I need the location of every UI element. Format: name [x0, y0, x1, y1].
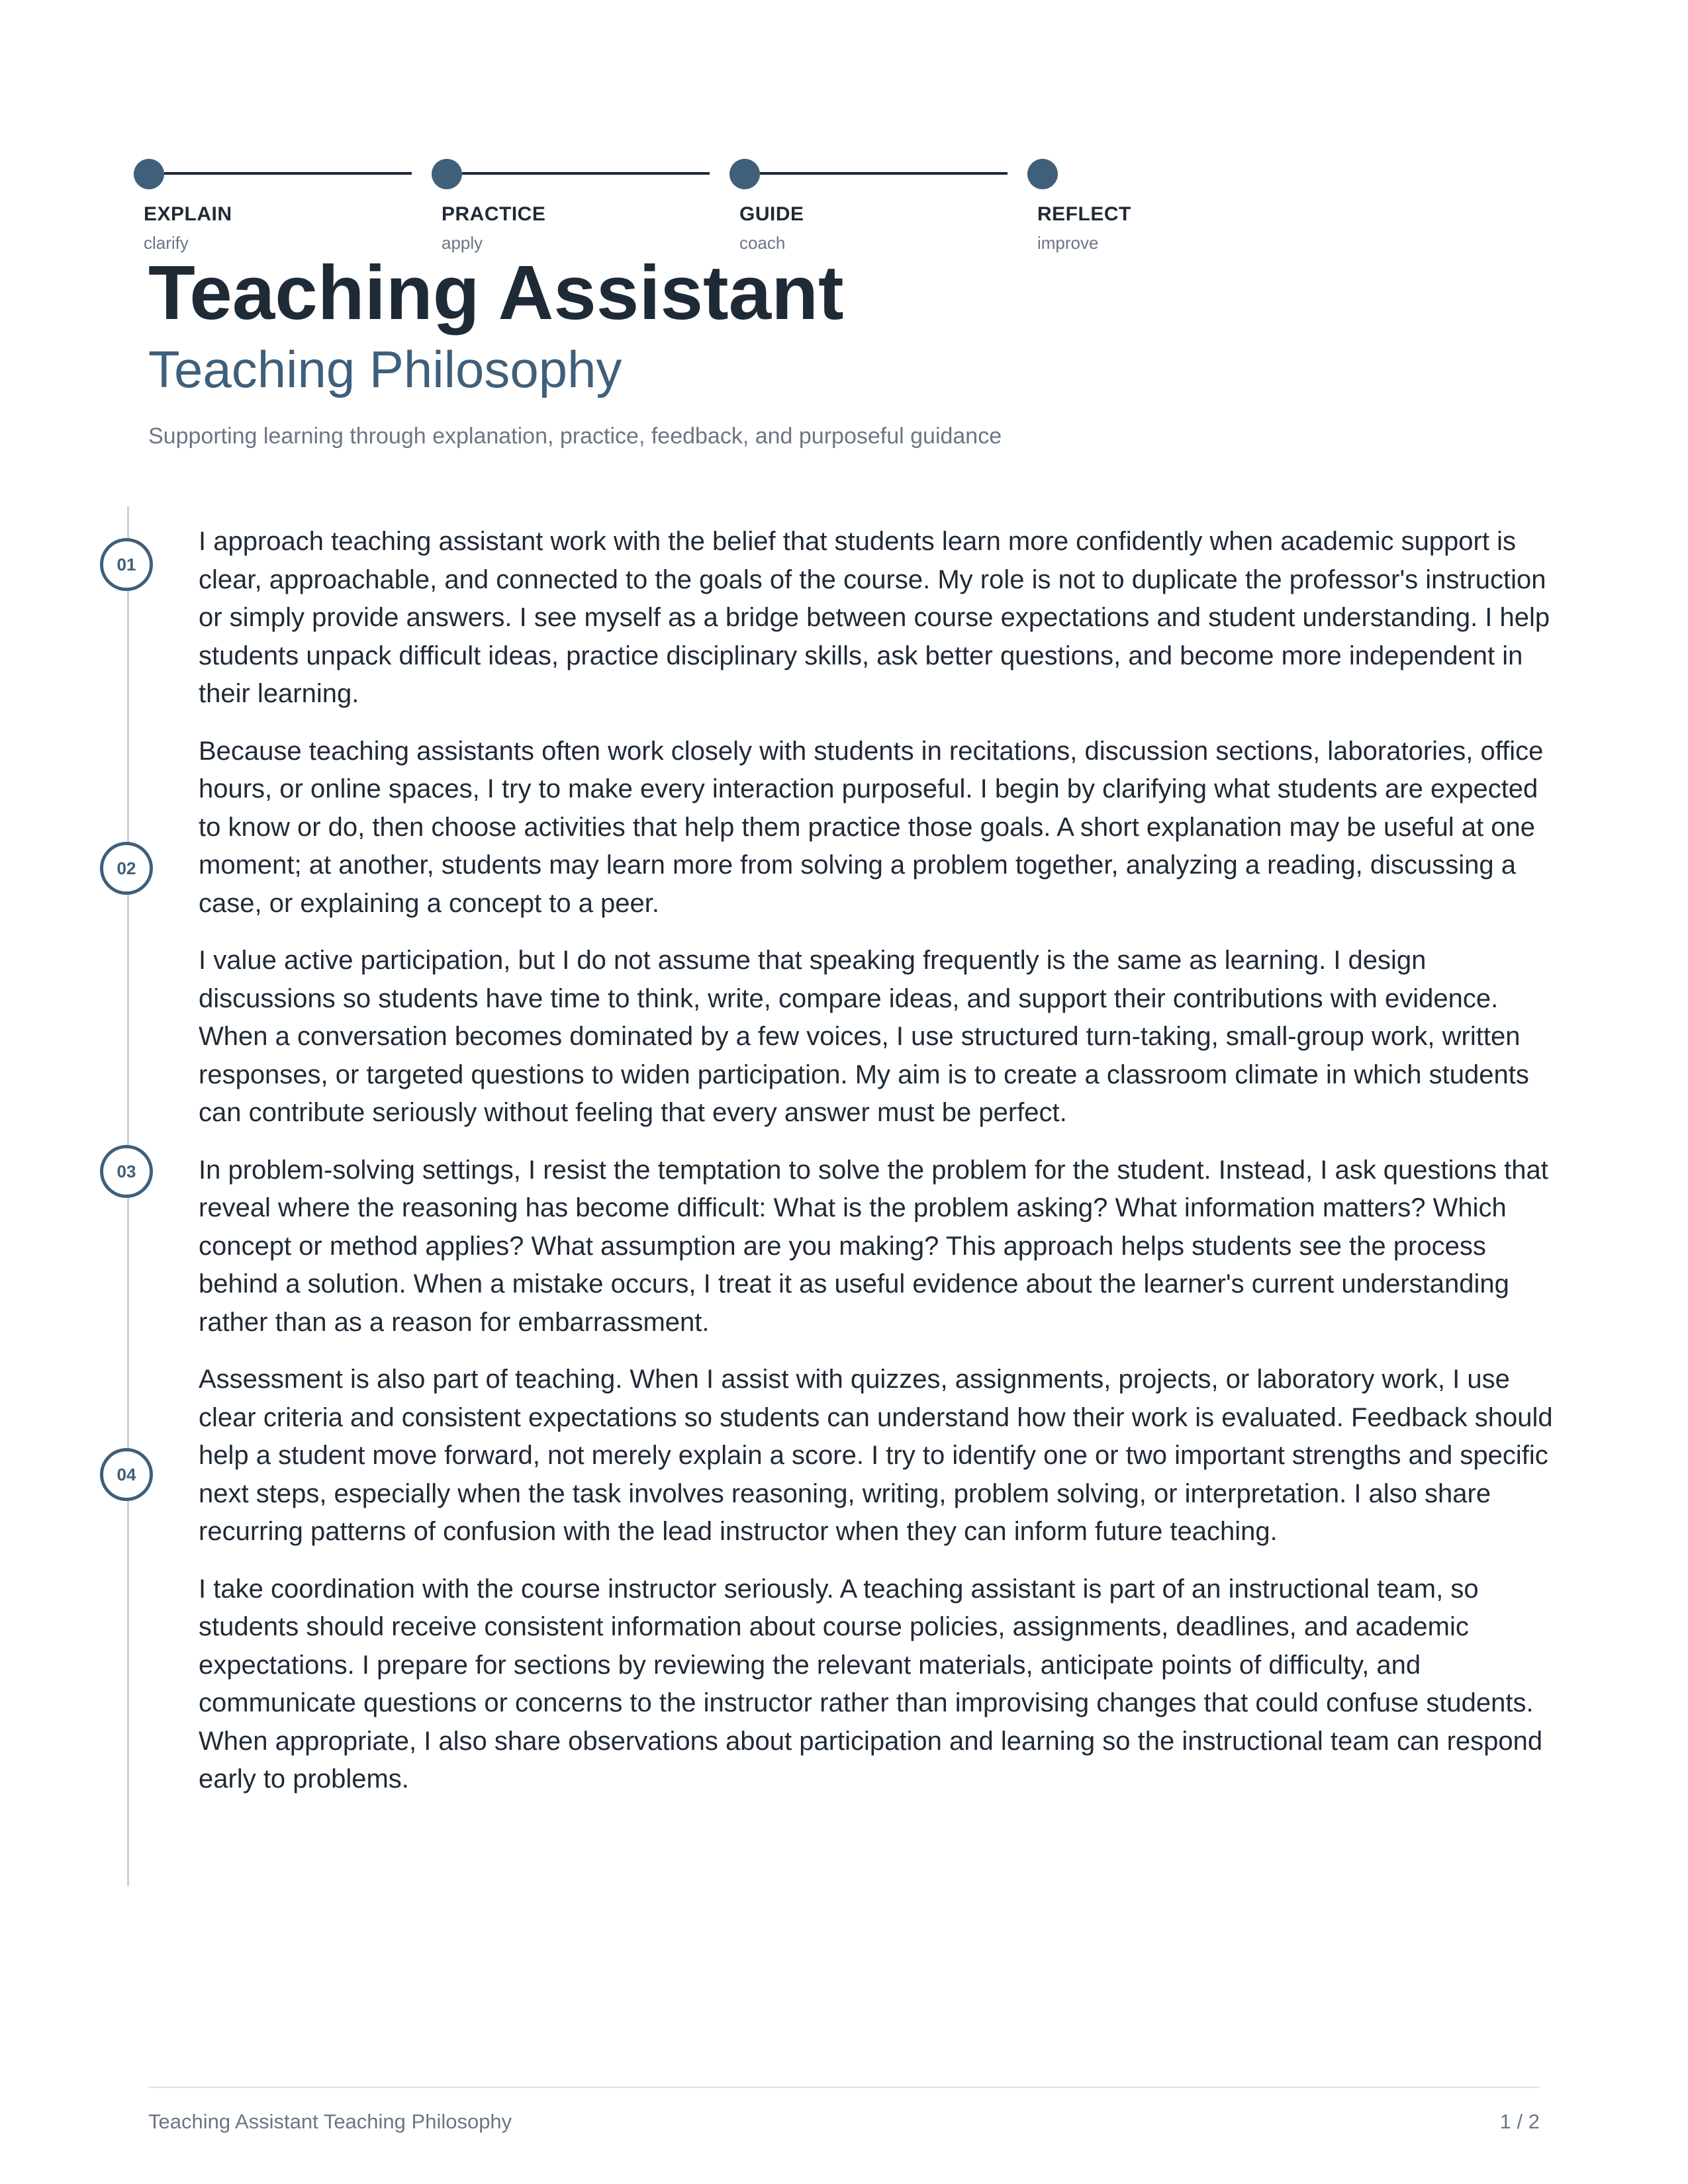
step-dot-reflect: [1027, 159, 1058, 189]
body-paragraph-1: I approach teaching assistant work with the belief that students learn more confidently when academic support is clear, approachable, and connected to the goals of the course. My role is not to duplicate the professor's instruction or simply provide answers. I see myself as a bridge between course expectations and student understanding. I help students unpack difficult ideas, practice disciplinary skills, ask better questions, and become more independent in their learning.: [199, 527, 1550, 708]
step-connector: [462, 172, 710, 175]
step-dot-explain: [134, 159, 164, 189]
process-stepper: [0, 0, 1688, 265]
body-text: [199, 523, 1556, 1818]
page-subtitle: Teaching Philosophy: [148, 340, 622, 398]
step-connector: [760, 172, 1008, 175]
footer-divider: [148, 2087, 1540, 2088]
step-dot-practice: [432, 159, 462, 189]
footer-document-title: Teaching Assistant Teaching Philosophy: [148, 2110, 512, 2133]
page-title: Teaching Assistant: [148, 250, 844, 336]
timeline-marker-01: 01: [100, 538, 153, 591]
body-paragraph-3: I value active participation, but I do not assume that speaking frequently is the same as learning. I design discussions so students have time to think, write, compare ideas, and support their contributions with evidence. When a conversation becomes dominated by a few voices, I use structured turn-taking, small-group work, written responses, or targeted questions to widen participation. My aim is to create a classroom climate in which students can contribute seriously without feeling that every answer must be perfect.: [199, 946, 1529, 1127]
timeline-marker-03: 03: [100, 1145, 153, 1198]
step-label-guide: GUIDE: [739, 203, 804, 225]
body-paragraph-5: Assessment is also part of teaching. When I assist with quizzes, assignments, projects, or laboratory work, I use clear criteria and consistent expectations so students can understand how their work is evaluated. Feedback should help a student move forward, not merely explain a score. I try to identify one or two important strengths and specific next steps, especially when the task involves reasoning, writing, problem solving, or interpretation. I also share recurring patterns of confusion with the lead instructor when they can inform future teaching.: [199, 1365, 1553, 1546]
step-sublabel-guide: coach: [739, 233, 786, 253]
body-paragraph-4: In problem-solving settings, I resist the temptation to solve the problem for the student. Instead, I ask questions that reveal where the reasoning has become difficult: What is the problem asking? What information matters? Which concept or method applies? What assumption are you making? This approach helps students see the process behind a solution. When a mistake occurs, I treat it as useful evidence about the learner's current understanding rather than as a reason for embarrassment.: [199, 1155, 1548, 1337]
page-tagline: Supporting learning through explanation, practice, feedback, and purposeful guidance: [148, 424, 1002, 449]
timeline-marker-04: 04: [100, 1448, 153, 1501]
step-label-practice: PRACTICE: [442, 203, 546, 225]
body-paragraph-6: I take coordination with the course instructor seriously. A teaching assistant is part of an instructional team, so students should receive consistent information about course policies, assignments, deadlines, and academic expectations. I prepare for sections by reviewing the relevant materials, anticipate points of difficulty, and communicate questions or concerns to the instructor rather than improvising changes that could confuse students. When appropriate, I also share observations about participation and learning so the instructional team can respond early to problems.: [199, 1574, 1543, 1794]
step-label-explain: EXPLAIN: [144, 203, 232, 225]
body-paragraph-2: Because teaching assistants often work closely with students in recitations, discussion sections, laboratories, office hours, or online spaces, I try to make every interaction purposeful. I begin by clarifying what students are expected to know or do, then choose activities that help them practice those goals. A short explanation may be useful at one moment; at another, students may learn more from solving a problem together, analyzing a reading, discussing a case, or explaining a concept to a peer.: [199, 736, 1544, 918]
step-dot-guide: [729, 159, 760, 189]
step-sublabel-explain: clarify: [144, 233, 189, 253]
step-connector: [164, 172, 412, 175]
footer-page-number: 1 / 2: [1499, 2110, 1540, 2133]
step-sublabel-practice: apply: [442, 233, 483, 253]
step-sublabel-reflect: improve: [1037, 233, 1099, 253]
step-label-reflect: REFLECT: [1037, 203, 1131, 225]
timeline-marker-02: 02: [100, 842, 153, 895]
